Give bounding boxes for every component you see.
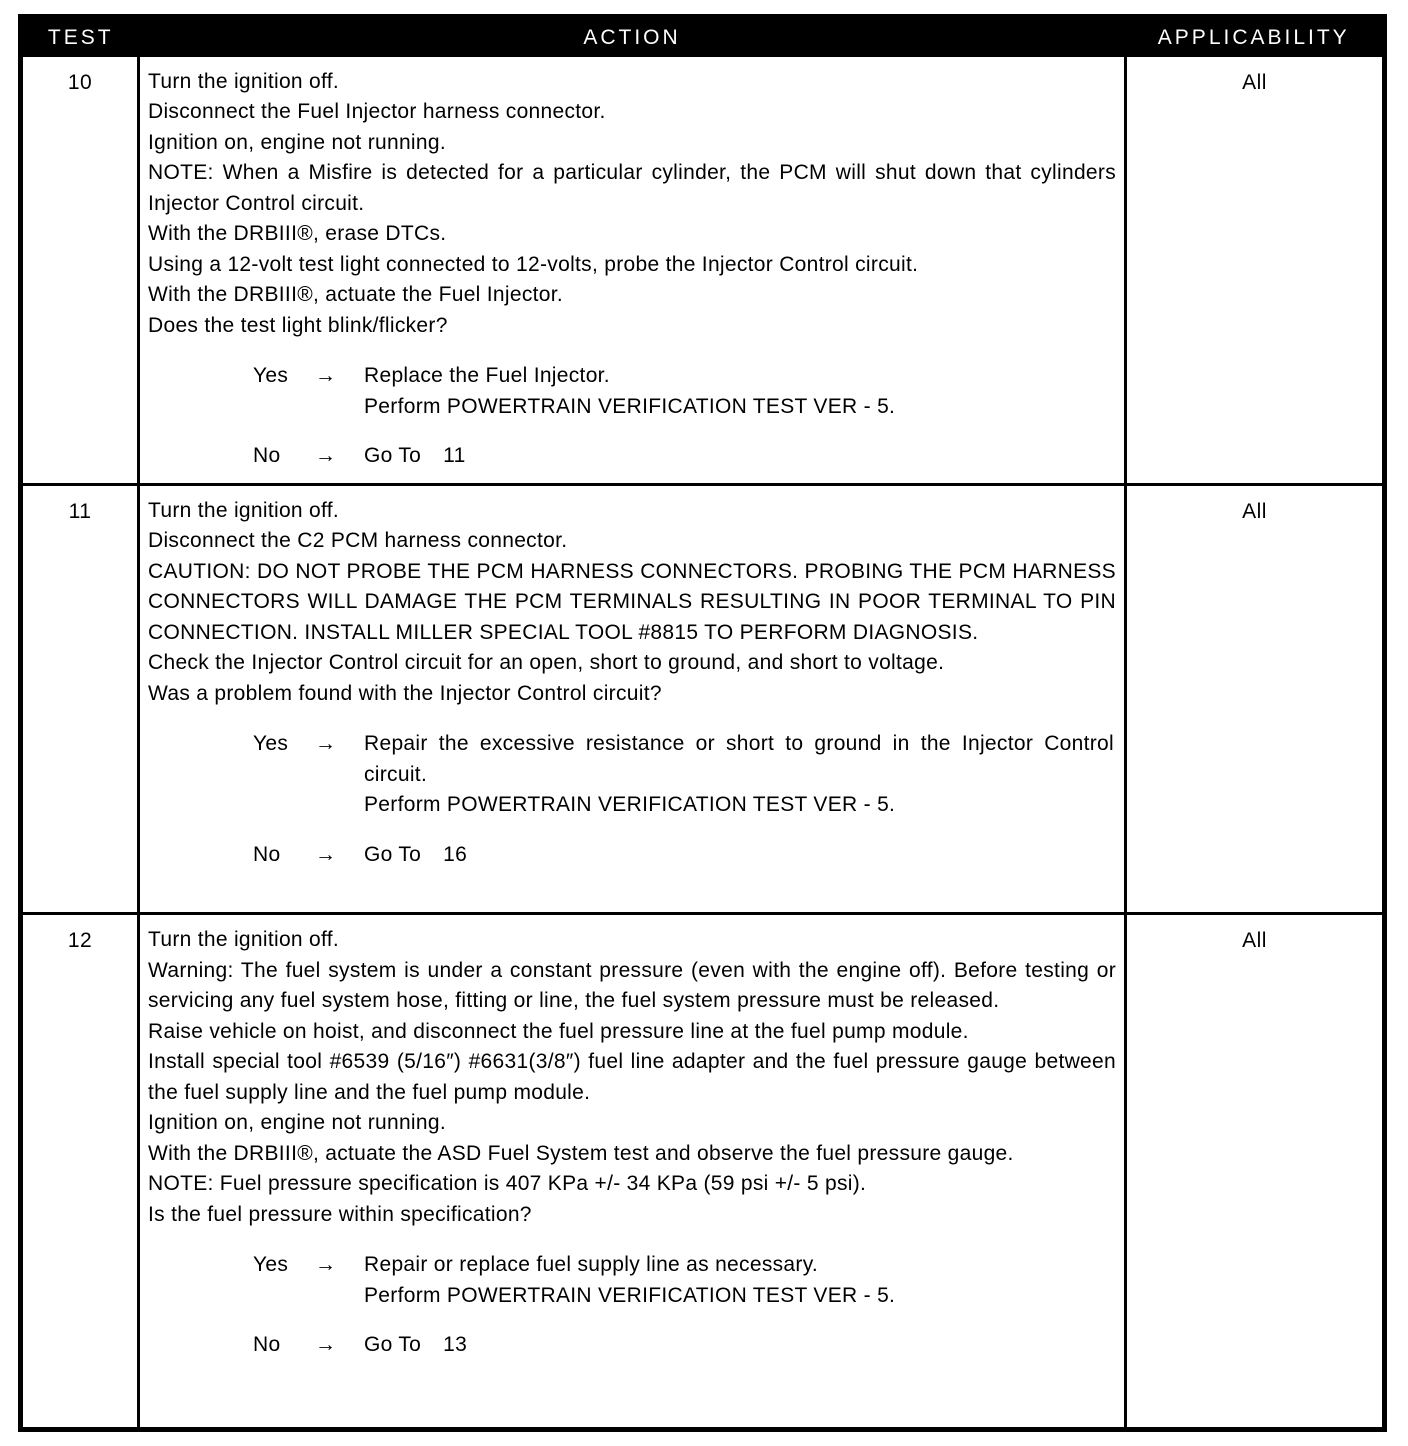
yes-label: Yes [253,732,289,756]
action-line: Ignition on, engine not running. [148,130,446,154]
yes-result-line: Perform POWERTRAIN VERIFICATION TEST VER - 5. [364,1283,896,1307]
action-cell [139,484,1126,913]
action-line: Turn the ignition off. [148,69,340,93]
table-row [21,57,1385,484]
action-cell [139,57,1126,484]
header-applicability: APPLICABILITY [1126,17,1385,57]
yes-result-line: Repair the excessive resistance or short to ground in the Injector Control circuit. [364,732,1114,786]
answer-block [148,361,1116,472]
applicability-value: All [1126,57,1385,484]
applicability-value: All [1126,484,1385,913]
action-warning: Warning: The fuel system is under a constant pressure (even with the engine off). Before testing or servicing any fuel system hose, fitting or line, the fuel system pressure must be released. [148,958,1116,1013]
action-line: Using a 12-volt test light connected to 12-volts, probe the Injector Control circuit. [148,252,919,276]
right-arrow-icon: → [315,364,337,388]
goto-number: 13 [443,1333,468,1357]
goto-text: Go To [364,444,422,468]
yes-result-line: Perform POWERTRAIN VERIFICATION TEST VER - 5. [364,394,896,418]
right-arrow-icon: → [315,1333,337,1357]
action-note: NOTE: When a Misfire is detected for a particular cylinder, the PCM will shut down that cylinders Injector Control circuit. [148,161,1116,215]
diagnostic-test-table [18,14,1387,1432]
action-question: Is the fuel pressure within specification? [148,1202,532,1226]
no-label: No [253,1333,281,1357]
action-line: Turn the ignition off. [148,928,340,952]
goto-number: 11 [443,444,466,468]
yes-result-line: Perform POWERTRAIN VERIFICATION TEST VER - 5. [364,793,896,817]
yes-result-line: Repair or replace fuel supply line as necessary. [364,1253,819,1277]
table-header-row [21,17,1385,57]
yes-answer [148,1250,1116,1311]
test-number: 12 [21,914,139,1430]
no-answer [148,840,1116,871]
yes-label: Yes [253,364,289,388]
action-question: Was a problem found with the Injector Control circuit? [148,681,662,705]
goto-text: Go To [364,1333,422,1357]
header-action: ACTION [139,17,1126,57]
no-answer [148,441,1116,472]
right-arrow-icon: → [315,732,337,756]
right-arrow-icon: → [315,842,337,866]
no-label: No [253,842,281,866]
action-line: Disconnect the C2 PCM harness connector. [148,529,568,553]
answer-block [148,729,1116,870]
test-number: 11 [21,484,139,913]
no-result [364,840,1116,871]
goto-text: Go To [364,842,422,866]
yes-result [364,361,1116,422]
action-line: With the DRBIII®, erase DTCs. [148,222,447,246]
yes-label: Yes [253,1253,289,1277]
right-arrow-icon: → [315,1253,337,1277]
table-row [21,914,1385,1430]
action-question: Does the test light blink/flicker? [148,313,448,337]
action-line: Install special tool #6539 (5/16″) #6631(3/8″) fuel line adapter and the fuel pressure gauge between the fuel supply line and the fuel pump module. [148,1050,1116,1104]
action-note: NOTE: Fuel pressure specification is 407 KPa +/- 34 KPa (59 psi +/- 5 psi). [148,1172,867,1196]
action-line: Turn the ignition off. [148,498,340,522]
action-line: With the DRBIII®, actuate the Fuel Injector. [148,283,564,307]
action-cell [139,914,1126,1430]
test-number: 10 [21,57,139,484]
table-row [21,484,1385,913]
action-line: Raise vehicle on hoist, and disconnect the fuel pressure line at the fuel pump module. [148,1019,969,1043]
answer-block [148,1250,1116,1361]
action-line: Ignition on, engine not running. [148,1111,446,1135]
right-arrow-icon: → [315,444,337,468]
yes-result-line: Replace the Fuel Injector. [364,364,610,388]
applicability-value: All [1126,914,1385,1430]
goto-number: 16 [443,842,468,866]
action-line: Disconnect the Fuel Injector harness connector. [148,100,606,124]
yes-result [364,729,1116,821]
no-label: No [253,444,281,468]
no-result [364,1330,1116,1361]
no-answer [148,1330,1116,1361]
yes-result [364,1250,1116,1311]
action-caution: CAUTION: DO NOT PROBE THE PCM HARNESS CONNECTORS. PROBING THE PCM HARNESS CONNECTORS WILL DAMAGE THE PCM TERMINALS RESULTING IN POOR TERMINAL TO PIN CONNECTION. INSTALL MILLER SPECIAL TOOL #8815 TO PERFORM DIAGNOSIS. [148,559,1116,644]
action-line: Check the Injector Control circuit for an open, short to ground, and short to voltage. [148,651,945,675]
action-line: With the DRBIII®, actuate the ASD Fuel System test and observe the fuel pressure gauge. [148,1141,1014,1165]
yes-answer [148,729,1116,821]
header-test: TEST [21,17,139,57]
no-result [364,441,1116,472]
yes-answer [148,361,1116,422]
